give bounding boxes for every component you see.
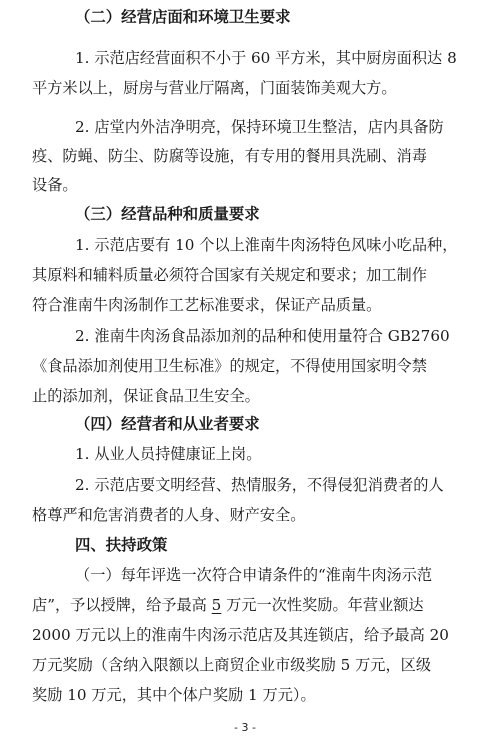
paragraph-line-with-underline <box>32 594 424 616</box>
paragraph-line: 平方米以上，厨房与营业厅隔离，门面装饰美观大方。 <box>32 79 397 97</box>
paragraph-line: 止的添加剂，保证食品卫生安全。 <box>32 387 260 405</box>
section-heading-4: （四）经营者和从业者要求 <box>75 415 260 433</box>
paragraph-line: 2000 万元以上的淮南牛肉汤示范店及其连锁店，给予最高 20 <box>32 626 449 644</box>
paragraph-line: 万元奖励（含纳入限额以上商贸企业市级奖励 5 万元，区级 <box>32 656 432 674</box>
paragraph-line: 符合淮南牛肉汤制作工艺标准要求，保证产品质量。 <box>32 296 382 314</box>
paragraph-line: 2. 店堂内外洁净明亮，保持环境卫生整洁，店内具备防 <box>75 118 444 136</box>
paragraph-line: 疫、防蝇、防尘、防腐等设施，有专用的餐用具洗刷、消毒 <box>32 147 427 165</box>
section-heading-3: （三）经营品种和质量要求 <box>75 205 260 223</box>
paragraph-line: 1. 示范店要有 10 个以上淮南牛肉汤特色风味小吃品种， <box>75 236 458 254</box>
paragraph-line: 《食品添加剂使用卫生标准》的规定，不得使用国家明令禁 <box>32 357 427 375</box>
section-heading-policy: 四、扶持政策 <box>75 536 168 554</box>
paragraph-line: （一）每年评选一次符合申请条件的“淮南牛肉汤示范 <box>75 566 433 584</box>
text-segment: 万元一次性奖励。年营业额达 <box>221 596 424 614</box>
text-segment: 店”，予以授牌，给予最高 <box>32 596 212 614</box>
page-number: - 3 - <box>234 721 256 734</box>
underlined-amount: 5 <box>211 596 222 614</box>
paragraph-line: 2. 淮南牛肉汤食品添加剂的品种和使用量符合 GB2760 <box>75 327 450 345</box>
paragraph-line: 其原料和辅料质量必须符合国家有关规定和要求；加工制作 <box>32 266 427 284</box>
paragraph-line: 设备。 <box>32 176 78 194</box>
paragraph-line: 1. 从业人员持健康证上岗。 <box>75 445 262 463</box>
paragraph-line: 格尊严和危害消费者的人身、财产安全。 <box>32 506 306 524</box>
paragraph-line: 2. 示范店要文明经营、热情服务，不得侵犯消费者的人 <box>75 476 444 494</box>
paragraph-line: 1. 示范店经营面积不小于 60 平方米，其中厨房面积达 8 <box>75 49 457 67</box>
paragraph-line: 奖励 10 万元，其中个体户奖励 1 万元）。 <box>32 686 316 704</box>
section-heading-2: （二）经营店面和环境卫生要求 <box>75 8 291 26</box>
